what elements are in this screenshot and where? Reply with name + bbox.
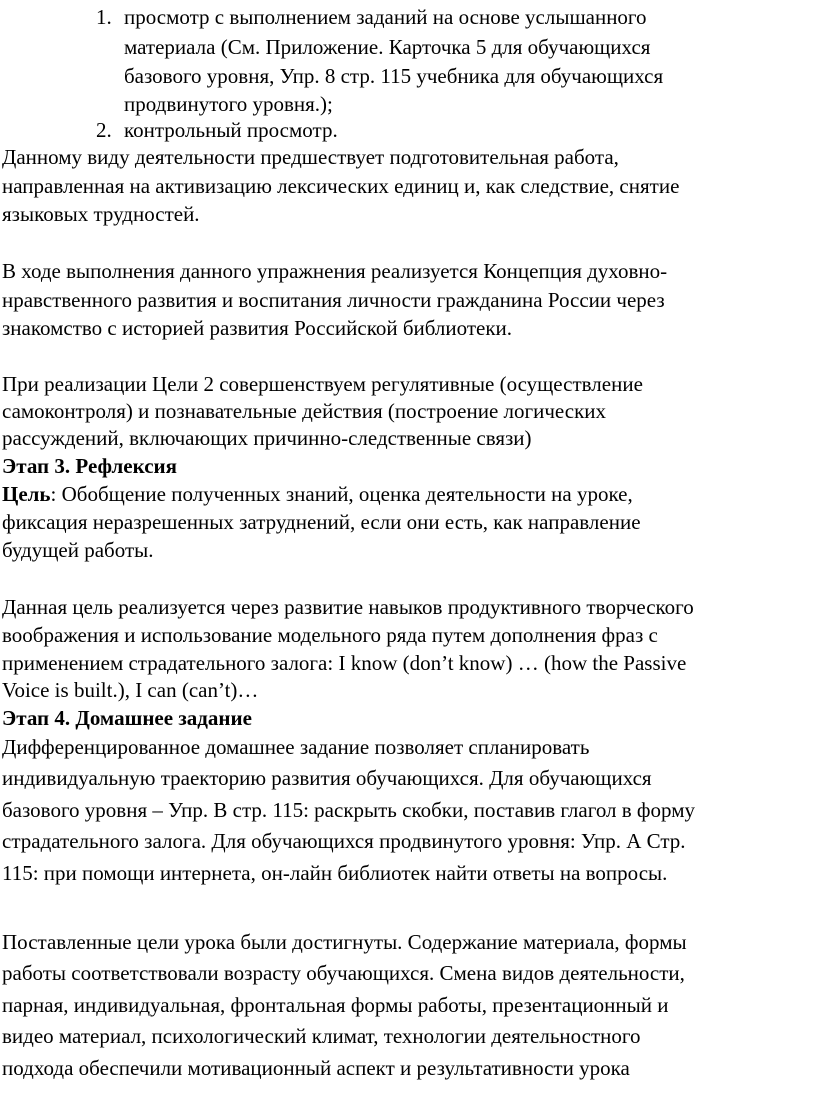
paragraph-line: нравственного развития и воспитания личности гражданина России через [2,288,665,312]
paragraph-line: будущей работы. [2,538,154,562]
paragraph-line: Поставленные цели урока были достигнуты. Содержание материала, формы [2,930,687,954]
paragraph-line: знакомство с историей развития Российской библиотеки. [2,316,513,340]
paragraph-line: фиксация неразрешенных затруднений, если они есть, как направление [2,510,641,534]
list-item-line: контрольный просмотр. [124,118,338,142]
list-item-line: просмотр с выполнением заданий на основе услышанного [124,5,647,29]
paragraph-line: воображения и использование модельного ряда путем дополнения фраз с [2,623,658,647]
paragraph-line: В ходе выполнения данного упражнения реализуется Концепция духовно- [2,259,668,283]
paragraph-line: Дифференцированное домашнее задание позволяет спланировать [2,735,590,759]
paragraph-line: индивидуальную траекторию развития обучающихся. Для обучающихся [2,766,652,790]
paragraph-line: рассуждений, включающих причинно-следственные связи) [2,426,532,450]
paragraph-line: применением страдательного залога: I know (don’t know) … (how the Passive [2,651,687,675]
paragraph-line: 115: при помощи интернета, он-лайн библиотек найти ответы на вопросы. [2,861,668,885]
list-item-number: 2. [96,118,112,142]
paragraph-line: Данная цель реализуется через развитие навыков продуктивного творческого [2,595,694,619]
goal-line [2,481,633,507]
paragraph-line: работы соответствовали возрасту обучающихся. Смена видов деятельности, [2,961,685,985]
paragraph-line: языковых трудностей. [2,202,200,226]
paragraph-line: парная, индивидуальная, фронтальная формы работы, презентационный и [2,993,669,1017]
list-item-line: базового уровня, Упр. 8 стр. 115 учебника для обучающихся [124,64,664,88]
list-item-number: 1. [96,5,112,29]
list-item-line: продвинутого уровня.); [124,92,333,116]
paragraph-line: видео материал, психологический климат, технологии деятельностного [2,1024,641,1048]
paragraph-line: подхода обеспечили мотивационный аспект и результативности урока [2,1056,630,1080]
paragraph-line: При реализации Цели 2 совершенствуем регулятивные (осуществление [2,372,643,396]
paragraph-line: страдательного залога. Для обучающихся продвинутого уровня: Упр. А Стр. [2,829,686,853]
paragraph-line: базового уровня – Упр. В стр. 115: раскрыть скобки, поставив глагол в форму [2,798,696,822]
section-heading: Этап 3. Рефлексия [2,454,177,478]
section-heading: Этап 4. Домашнее задание [2,706,252,730]
paragraph-line: Данному виду деятельности предшествует подготовительная работа, [2,145,619,169]
goal-label: Цель [2,482,51,506]
paragraph-line: самоконтроля) и познавательные действия (построение логических [2,399,607,423]
paragraph-line: направленная на активизацию лексических единиц и, как следствие, снятие [2,174,680,198]
paragraph-line: Voice is built.), I can (can’t)… [2,678,259,702]
list-item-line: материала (См. Приложение. Карточка 5 для обучающихся [124,35,651,59]
goal-text: : Обобщение полученных знаний, оценка деятельности на уроке, [50,482,633,506]
